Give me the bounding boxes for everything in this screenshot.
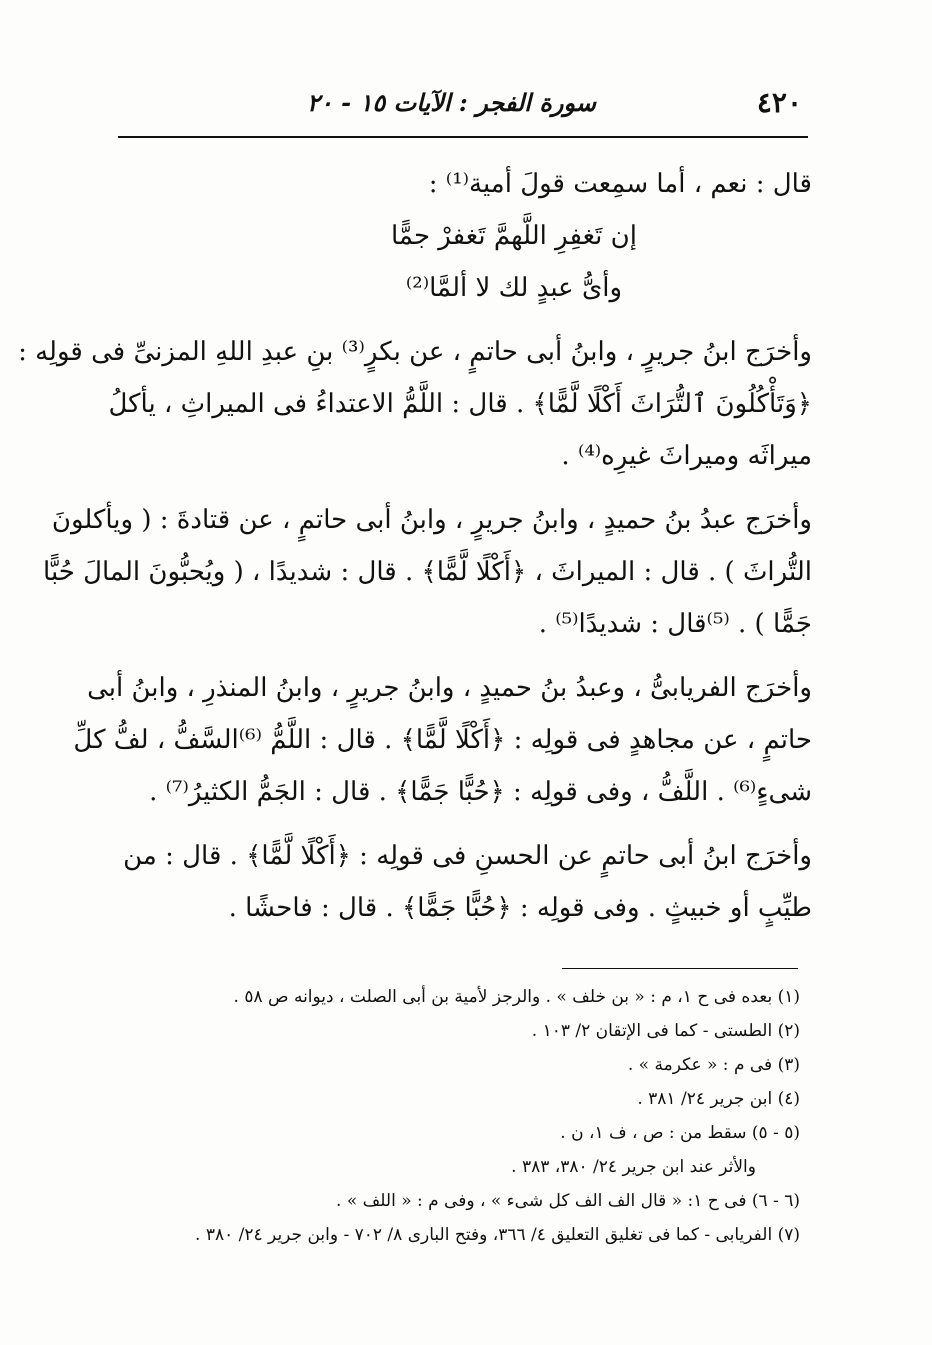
main-text <box>18 158 812 934</box>
page-number: ٤٢٠ <box>756 86 802 119</box>
text-line: وأخرَج عبدُ بنُ حميدٍ ، وابنُ جريرٍ ، وابنُ أبى حاتمٍ ، عن قتادةَ : ( ويأكلونَ <box>51 505 812 535</box>
verse-line: وأىُّ عبدٍ لك لا ألمَّا⁽²⁾ <box>405 273 623 303</box>
footnote: (٢) الطستى - كما فى الإتقان ٢/ ١٠٣ . <box>531 1021 800 1041</box>
page-header <box>118 80 808 126</box>
footnotes <box>120 980 800 1252</box>
text-line: وأخرَج ابنُ جريرٍ ، وابنُ أبى حاتمٍ ، عن بكرٍ⁽³⁾ بنِ عبدِ اللهِ المزنىِّ فى قولِه : <box>18 337 812 367</box>
text-line: طيِّبٍ أو خبيثٍ . وفى قولِه : ﴿حُبًّا جَمًّا﴾ . قال : فاحشًا . <box>228 893 812 923</box>
text-line: وأخرَج الفريابىُّ ، وعبدُ بنُ حميدٍ ، وابنُ جريرٍ ، وابنُ المنذرِ ، وابنُ أبى <box>87 673 812 703</box>
running-title: سورة الفجر : الآيات ١٥ - ٢٠ <box>307 88 596 117</box>
text-line: ميراثَه وميراثَ غيرِه⁽⁴⁾ . <box>561 441 812 471</box>
text-line: التُّراثَ ) . قال : الميراثَ ، ﴿أَكْلًا لَّمًّا﴾ . قال : شديدًا ، ( ويُحبُّونَ المالَ حُبًّا <box>43 557 812 587</box>
footnote: والأثر عند ابن جرير ٢٤/ ٣٨٠، ٣٨٣ . <box>511 1157 756 1177</box>
footnote: (١) بعده فى ح ١، م : « بن خلف » . والرجز لأمية بن أبى الصلت ، ديوانه ص ٥٨ . <box>233 987 800 1007</box>
text-line: شىءٍ⁽⁶⁾ . اللَّفُّ ، وفى قولِه : ﴿حُبًّا جَمًّا﴾ . قال : الجَمُّ الكثيرُ⁽⁷⁾ . <box>149 777 812 807</box>
text-line: وأخرَج ابنُ أبى حاتمٍ عن الحسنِ فى قولِه : ﴿أَكْلًا لَّمًّا﴾ . قال : من <box>123 841 812 871</box>
footnote: (٣) فى م : « عكرمة » . <box>627 1055 800 1075</box>
footnote: (٦ - ٦) فى ح ١: « قال الف الف كل شىء » ، وفى م : « اللف » . <box>336 1191 800 1211</box>
footnote: (٥ - ٥) سقط من : ص ، ف ١، ن . <box>560 1123 800 1143</box>
text-line: جَمًّا ) . ⁽⁵⁾قال : شديدًا⁽⁵⁾ . <box>538 609 812 639</box>
text-line: حاتمٍ ، عن مجاهدٍ فى قولِه : ﴿أَكْلًا لَّمًّا﴾ . قال : اللَّمُّ ⁽⁶⁾السَّفُّ ، لفُّ كلِّ <box>73 725 812 755</box>
footnote-rule <box>562 968 798 969</box>
footnote: (٧) الفريابى - كما فى تغليق التعليق ٤/ ٣٦٦، وفتح البارى ٨/ ٧٠٢ - وابن جرير ٢٤/ ٣٨٠ . <box>195 1225 800 1245</box>
footnote: (٤) ابن جرير ٢٤/ ٣٨١ . <box>637 1089 800 1109</box>
text-line: ﴿وَتَأْكُلُونَ ٱلتُّرَاثَ أَكْلًا لَّمًّا﴾ . قال : اللَّمُّ الاعتداءُ فى الميراثِ ، يأكلُ <box>108 389 812 419</box>
text-line: قال : نعم ، أما سمِعت قولَ أمية⁽¹⁾ : <box>428 169 812 199</box>
verse-line: إن تَغفِرِ اللَّهمَّ تَغفرْ جمًّا <box>391 221 637 251</box>
header-rule <box>118 136 808 138</box>
